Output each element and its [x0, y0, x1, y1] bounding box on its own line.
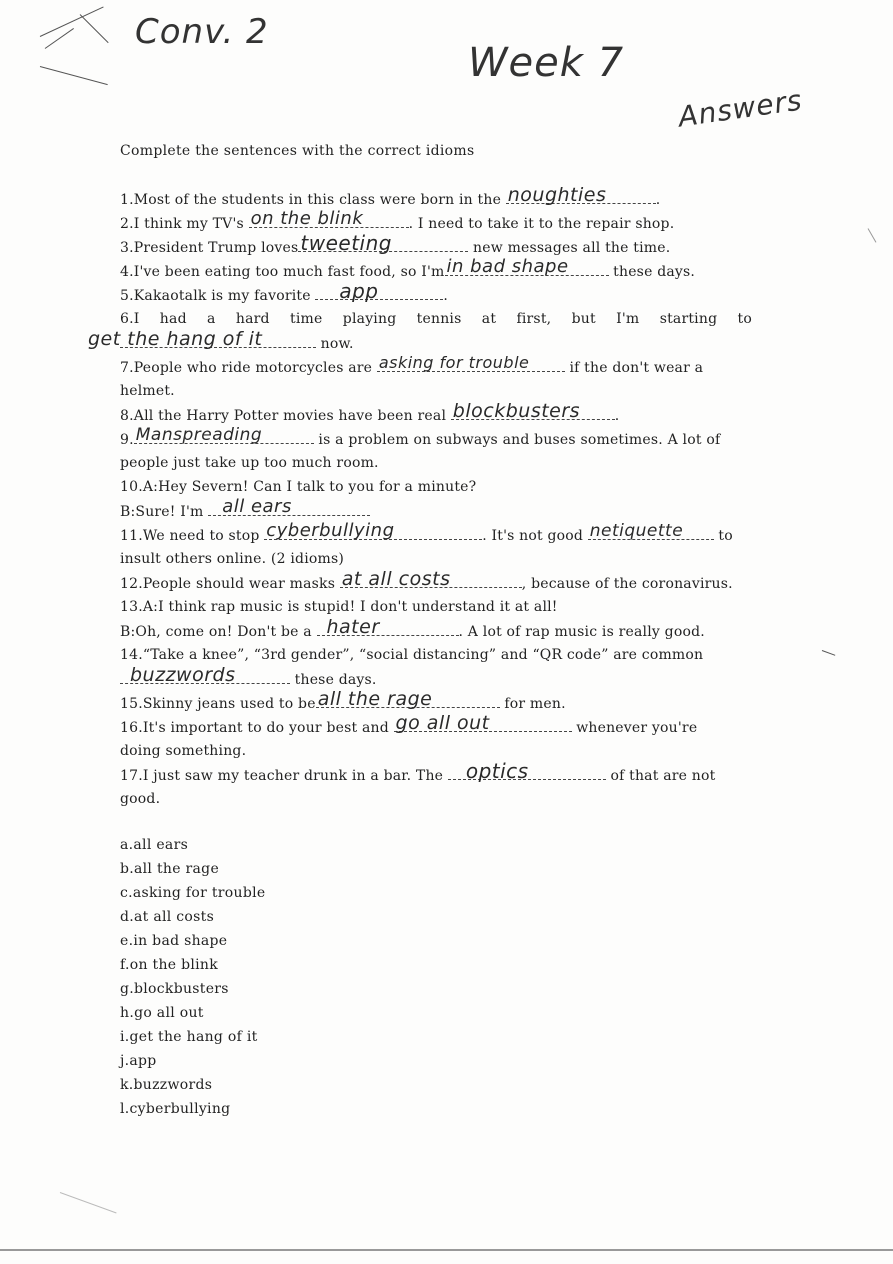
option-a: a.all ears [120, 837, 189, 853]
answer-16: go all out [395, 712, 490, 734]
answer-6: get the hang of it [88, 328, 263, 350]
sentence-1: 1.Most of the students in this class were born in the noughties . [120, 184, 661, 208]
answer-13: hater [326, 616, 380, 638]
sentence-4: 4.I've been eating too much fast food, so I'm in bad shape these days. [120, 256, 696, 280]
scribble-mark [40, 66, 108, 85]
option-k: k.buzzwords [120, 1077, 213, 1093]
option-e: e.in bad shape [120, 933, 228, 949]
sentence-10a: 10.A:Hey Severn! Can I talk to you for a minute? [120, 479, 477, 495]
stray-mark [822, 650, 835, 656]
sentence-2: 2.I think my TV's on the blink . I need to take it to the repair shop. [120, 208, 675, 232]
answer-8: blockbusters [452, 400, 581, 422]
answer-17: optics [465, 759, 529, 783]
sentence-5: 5.Kakaotalk is my favorite app . [120, 279, 449, 304]
answer-7: asking for trouble [378, 353, 530, 372]
sentence-8: 8.All the Harry Potter movies have been real blockbusters . [120, 400, 620, 424]
sentence-13a: 13.A:I think rap music is stupid! I don't understand it at all! [120, 599, 558, 615]
sentence-7: 7.People who ride motorcycles are asking for trouble if the don't wear a [120, 353, 704, 376]
option-d: d.at all costs [120, 909, 215, 925]
sentence-9: 9. Manspreading is a problem on subways and buses sometimes. A lot of [120, 425, 721, 448]
option-b: b.all the rage [120, 861, 220, 877]
option-f: f.on the blink [120, 957, 219, 973]
instruction: Complete the sentences with the correct idioms [120, 143, 475, 159]
sentence-17-cont: good. [120, 791, 161, 807]
stray-mark [60, 1192, 117, 1213]
sentence-6-cont: get the hang of it now. [88, 328, 354, 352]
stray-mark [868, 228, 877, 242]
page-bottom-edge [0, 1249, 893, 1251]
answer-14: buzzwords [130, 664, 236, 686]
option-j: j.app [120, 1053, 157, 1069]
sentence-3: 3.President Trump loves tweeting new messages all the time. [120, 231, 671, 256]
sentence-16: 16.It's important to do your best and go all out whenever you're [120, 712, 698, 736]
answer-10: all ears [222, 496, 292, 517]
answer-11a: cyberbullying [266, 520, 395, 541]
sentence-12: 12.People should wear masks at all costs , because of the coronavirus. [120, 568, 733, 592]
answer-1: noughties [507, 184, 607, 206]
scribble-mark [40, 6, 104, 36]
sentence-13b: B:Oh, come on! Don't be a hater . A lot of rap music is really good. [120, 616, 705, 640]
answer-12: at all costs [341, 568, 451, 590]
answer-5: app [339, 279, 379, 303]
sentence-11-cont: insult others online. (2 idioms) [120, 551, 345, 567]
sentence-11: 11.We need to stop cyberbullying . It's not good netiquette to [120, 520, 733, 544]
answer-9: Manspreading [135, 425, 263, 445]
sentence-7-cont: helmet. [120, 383, 175, 399]
answer-4: in bad shape [446, 256, 569, 277]
option-l: l.cyberbullying [120, 1101, 231, 1117]
week-title: Week 7 [468, 40, 625, 86]
sentence-14a: 14.“Take a knee”, “3rd gender”, “social distancing” and “QR code” are common [120, 647, 704, 663]
answer-11b: netiquette [589, 521, 684, 541]
sentence-6: 6.I had a hard time playing tennis at first, but I'm starting to [120, 311, 752, 327]
sentence-17: 17.I just saw my teacher drunk in a bar. The optics of that are not [120, 759, 716, 784]
option-g: g.blockbusters [120, 981, 229, 997]
option-i: i.get the hang of it [120, 1029, 258, 1045]
sentence-16-cont: doing something. [120, 743, 247, 759]
answer-3: tweeting [300, 231, 392, 255]
option-h: h.go all out [120, 1005, 204, 1021]
scribble-mark [80, 14, 109, 43]
sentence-10b: B:Sure! I'm all ears [120, 502, 752, 520]
sentence-14b: buzzwords these days. [120, 670, 752, 688]
answers-note: Answers [676, 83, 805, 134]
sentence-15: 15.Skinny jeans used to be all the rage for men. [120, 688, 566, 712]
option-c: c.asking for trouble [120, 885, 266, 901]
answer-2: on the blink [250, 208, 364, 229]
answer-15: all the rage [317, 688, 433, 710]
sentence-9-cont: people just take up too much room. [120, 455, 379, 471]
course-title: Conv. 2 [135, 12, 269, 52]
